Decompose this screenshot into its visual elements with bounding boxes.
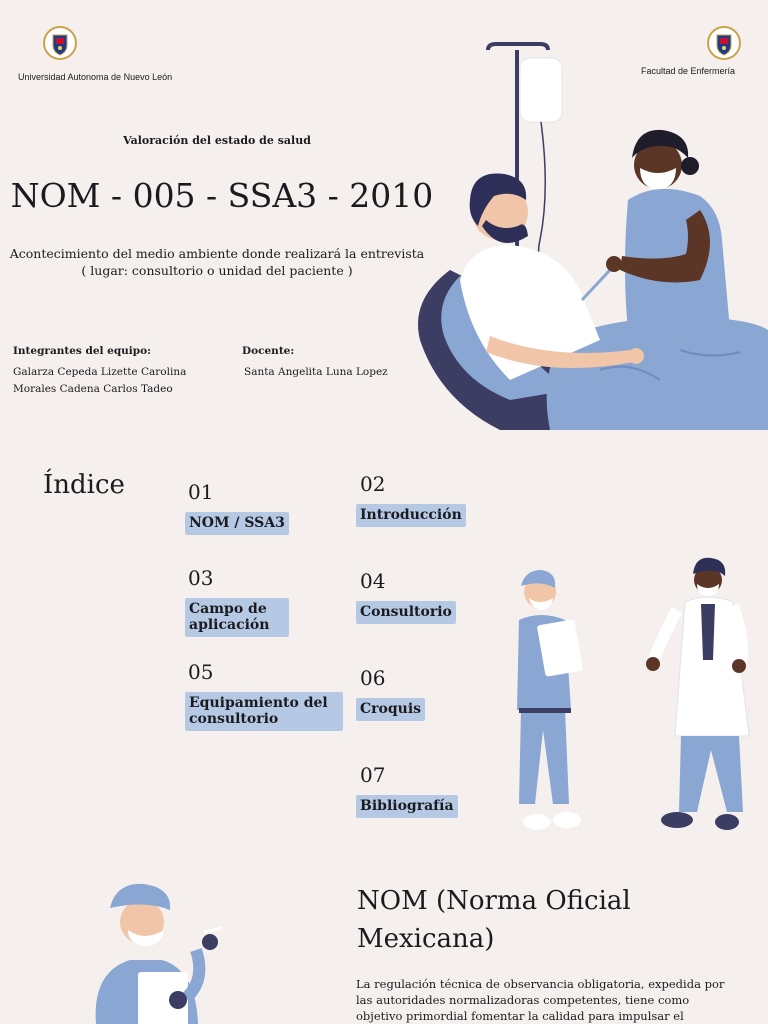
index-number: 04: [360, 569, 386, 593]
cover-title: NOM - 005 - SSA3 - 2010: [10, 176, 434, 215]
patient-nurse-illustration: [400, 40, 768, 432]
team-label: Integrantes del equipo:: [13, 345, 152, 357]
index-item-croquis[interactable]: Croquis: [356, 698, 425, 721]
medical-staff-illustration: [505, 550, 768, 840]
index-item-consultorio[interactable]: Consultorio: [356, 601, 456, 624]
nom-text-line: La regulación técnica de observancia obligatoria, expedida por: [356, 977, 725, 991]
teacher-label: Docente:: [242, 345, 295, 357]
team-members: [13, 364, 186, 398]
university-name: Universidad Autonoma de Nuevo León: [18, 72, 173, 82]
index-item-bibliografia[interactable]: Bibliografía: [356, 795, 458, 818]
team-member: Galarza Cepeda Lizette Carolina: [13, 366, 187, 378]
index-title: Índice: [43, 470, 125, 500]
nom-text: [356, 976, 746, 1024]
index-number: 05: [188, 660, 214, 684]
team-member: Morales Cadena Carlos Tadeo: [13, 383, 173, 395]
description-line: ( lugar: consultorio o unidad del paciente ): [81, 263, 353, 278]
index-number: 06: [360, 666, 386, 690]
nurse-clipboard-illustration: [86, 880, 236, 1024]
nom-heading: [357, 882, 757, 958]
teacher-name: Santa Angelita Luna Lopez: [244, 366, 388, 378]
cover-subtitle: Valoración del estado de salud: [123, 134, 311, 147]
description-line: Acontecimiento del medio ambiente donde realizará la entrevista: [9, 246, 425, 261]
index-item-equipamiento[interactable]: Equipamiento del consultorio: [185, 692, 343, 731]
nom-text-line: objetivo primordial fomentar la calidad para impulsar el: [356, 1009, 684, 1023]
university-crest-icon: [43, 26, 77, 60]
index-item-campo-de-aplicacion[interactable]: Campo de aplicación: [185, 598, 289, 637]
index-item-introduccion[interactable]: Introducción: [356, 504, 466, 527]
cover-description: [0, 245, 434, 279]
index-item-nom-ssa3[interactable]: NOM / SSA3: [185, 512, 289, 535]
nom-heading-line: NOM (Norma Oficial: [357, 886, 631, 916]
index-number: 01: [188, 480, 214, 504]
index-number: 07: [360, 763, 386, 787]
faculty-name: Facultad de Enfermería: [641, 66, 736, 76]
index-number: 03: [188, 566, 214, 590]
index-number: 02: [360, 472, 386, 496]
nom-heading-line: Mexicana): [357, 924, 495, 954]
nom-text-line: las autoridades normalizadoras competentes, tiene como: [356, 993, 690, 1007]
